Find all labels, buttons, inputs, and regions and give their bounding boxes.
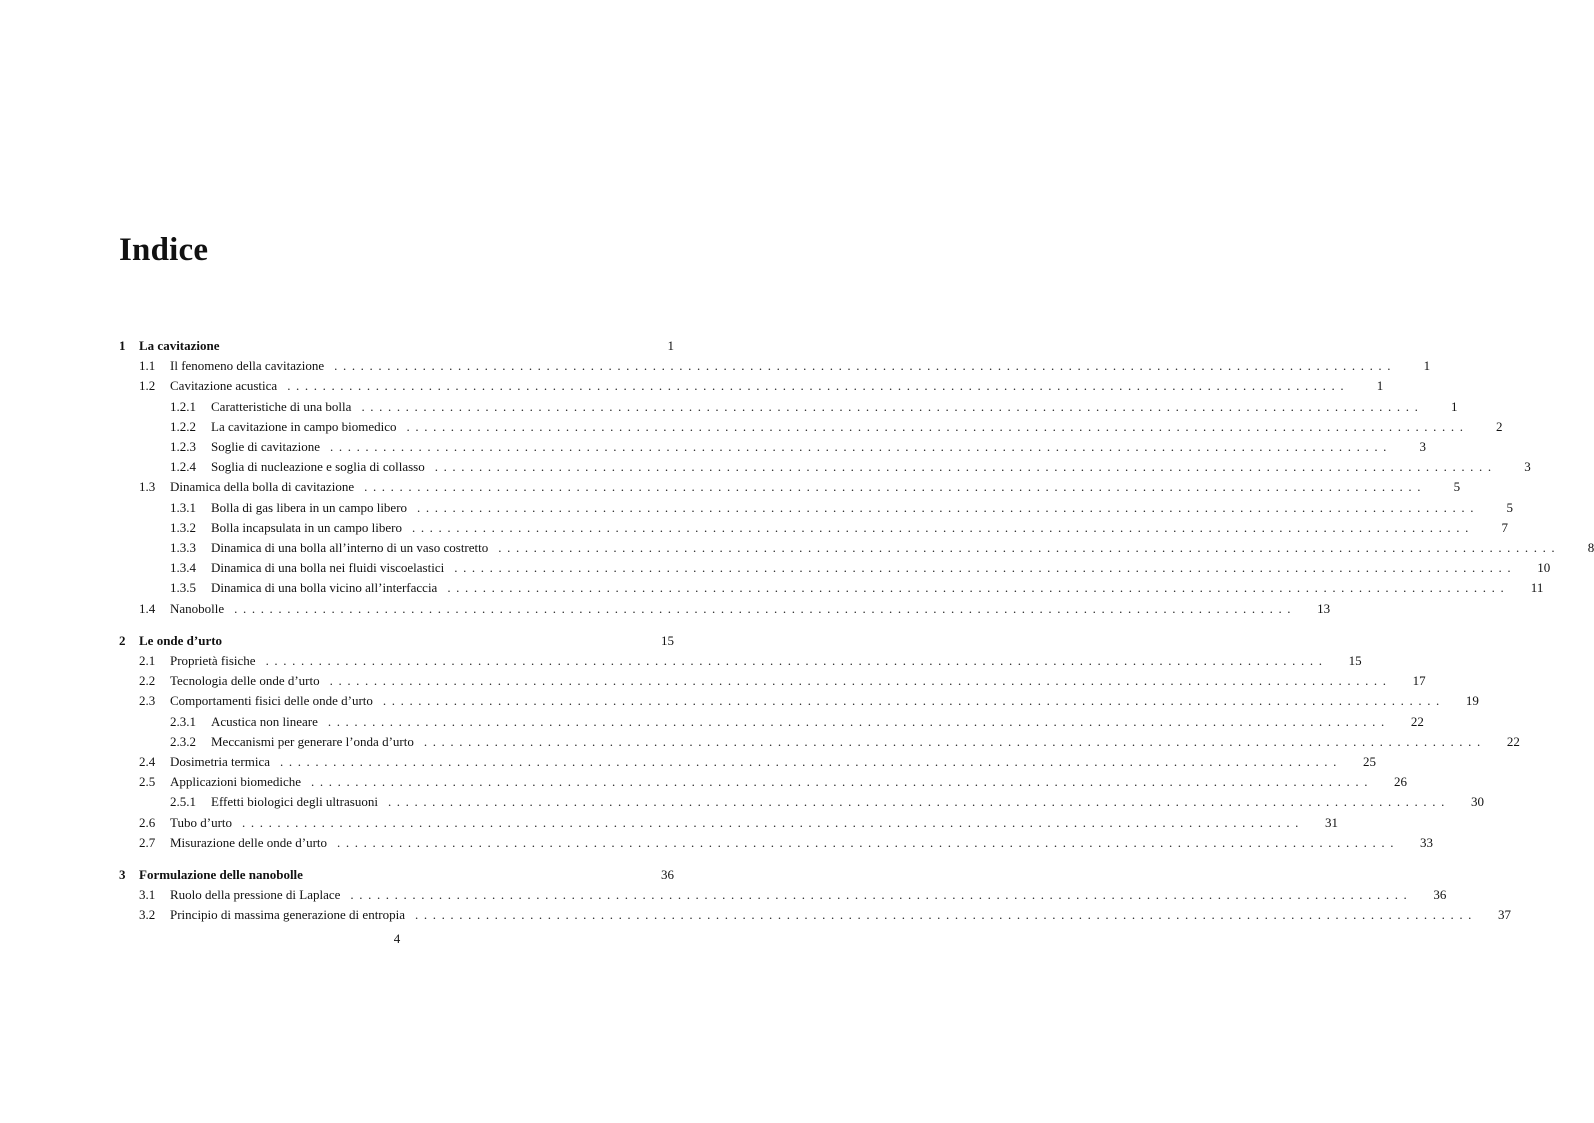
toc-section-3-2[interactable] bbox=[119, 906, 1512, 924]
toc-entry-page: 1 bbox=[1423, 358, 1431, 374]
page-number: 4 bbox=[393, 931, 401, 946]
toc-entry-number: 1.3.3 bbox=[170, 540, 196, 555]
toc-entry-number: 1.2.2 bbox=[170, 418, 196, 434]
toc-section-1-3[interactable] bbox=[119, 478, 1461, 496]
dot-leader: ........................................................................................................................ bbox=[242, 814, 1305, 830]
toc-entry-number: 2.1 bbox=[139, 653, 156, 668]
toc-entry-page: 31 bbox=[1325, 814, 1339, 830]
toc-entry-page: 1 bbox=[1376, 378, 1384, 394]
toc-chapter-2[interactable] bbox=[119, 632, 674, 650]
toc-entry-title: La cavitazione in campo biomedico bbox=[211, 418, 397, 434]
toc-entry-page: 5 bbox=[1453, 479, 1461, 495]
dot-leader: ........................................................................................................................ bbox=[434, 459, 1497, 475]
toc-entry-page: 17 bbox=[1412, 673, 1426, 689]
toc-entry-title: Tubo d’urto bbox=[170, 814, 233, 830]
toc-entry-page: 10 bbox=[1537, 560, 1551, 576]
toc-entry-number: 2 bbox=[119, 632, 126, 648]
dot-leader: ........................................................................................................................ bbox=[417, 499, 1480, 515]
toc-entry-title: Bolla incapsulata in un campo libero bbox=[211, 519, 402, 535]
toc-chapter-1[interactable] bbox=[119, 337, 674, 355]
toc-entry-page: 1 bbox=[667, 338, 674, 353]
toc-entry-page: 19 bbox=[1465, 693, 1479, 709]
toc-section-1-2[interactable] bbox=[119, 377, 1384, 395]
toc-section-3-1[interactable] bbox=[119, 886, 1447, 904]
toc-entry-title: Meccanismi per generare l’onda d’urto bbox=[211, 733, 414, 749]
dot-leader: ........................................................................................................................ bbox=[415, 907, 1478, 923]
toc-entry-page: 22 bbox=[1506, 733, 1520, 749]
toc-subsection-1-3-3[interactable] bbox=[119, 539, 1594, 557]
toc-entry-title: Caratteristiche di una bolla bbox=[211, 398, 352, 414]
toc-section-2-5[interactable] bbox=[119, 773, 1408, 791]
toc-entry-title: Dinamica di una bolla all’interno di un vaso costretto bbox=[211, 540, 489, 555]
toc-subsection-1-3-1[interactable] bbox=[119, 499, 1514, 517]
page-title: Indice bbox=[119, 232, 209, 268]
toc-entry-page: 11 bbox=[1530, 580, 1544, 596]
toc-entry-number: 2.3.1 bbox=[170, 713, 196, 729]
toc-entry-number: 1.3.4 bbox=[170, 560, 196, 576]
toc-entry-number: 2.5 bbox=[139, 774, 156, 790]
toc-entry-page: 22 bbox=[1410, 713, 1424, 729]
toc-entry-title: Comportamenti fisici delle onde d’urto bbox=[170, 693, 373, 709]
dot-leader: ........................................................................................................................ bbox=[387, 794, 1450, 810]
dot-leader: ........................................................................................................................ bbox=[327, 713, 1390, 729]
toc-entry-page: 1 bbox=[1450, 398, 1458, 414]
toc-entry-title: Dinamica di una bolla nei fluidi viscoelastici bbox=[211, 560, 445, 576]
toc-section-2-3[interactable] bbox=[119, 692, 1479, 710]
toc-entry-title: Principio di massima generazione di entropia bbox=[170, 907, 406, 923]
toc-entry-number: 1 bbox=[119, 338, 126, 353]
toc-entry-page: 36 bbox=[661, 867, 674, 882]
toc-chapter-3[interactable] bbox=[119, 866, 674, 884]
toc-entry-number: 1.2.4 bbox=[170, 459, 196, 475]
toc-entry-number: 1.2.3 bbox=[170, 439, 196, 454]
dot-leader: ........................................................................................................................ bbox=[234, 600, 1297, 616]
dot-leader: ........................................................................................................................ bbox=[265, 653, 1328, 668]
toc-entry-number: 3.1 bbox=[139, 887, 156, 903]
toc-entry-title: Acustica non lineare bbox=[211, 713, 318, 729]
toc-section-2-2[interactable] bbox=[119, 672, 1426, 690]
toc-entry-page: 5 bbox=[1506, 499, 1514, 515]
toc-entry-page: 3 bbox=[1419, 439, 1427, 454]
toc-subsection-2-3-2[interactable] bbox=[119, 733, 1520, 751]
toc-section-2-4[interactable] bbox=[119, 753, 1376, 771]
dot-leader: ........................................................................................................................ bbox=[498, 540, 1561, 555]
dot-leader: ........................................................................................................................ bbox=[454, 560, 1517, 576]
toc-entry-page: 33 bbox=[1420, 834, 1434, 850]
dot-leader: ........................................................................................................................ bbox=[337, 834, 1400, 850]
dot-leader: ........................................................................................................................ bbox=[350, 887, 1413, 903]
toc-entry-title: Dosimetria termica bbox=[170, 754, 270, 769]
toc-entry-page: 7 bbox=[1501, 519, 1508, 535]
toc-subsection-1-2-2[interactable] bbox=[119, 418, 1503, 436]
dot-leader: ........................................................................................................................ bbox=[382, 693, 1445, 709]
toc-entry-page: 8 bbox=[1587, 540, 1594, 555]
toc-entry-title: Soglie di cavitazione bbox=[211, 439, 321, 454]
toc-entry-title: Soglia di nucleazione e soglia di collasso bbox=[211, 459, 425, 475]
toc-section-1-4[interactable] bbox=[119, 600, 1331, 618]
toc-entry-title: Le onde d’urto bbox=[139, 632, 223, 648]
toc-entry-number: 2.4 bbox=[139, 754, 156, 769]
toc-subsection-1-3-2[interactable] bbox=[119, 519, 1508, 537]
toc-entry-title: Nanobolle bbox=[170, 600, 225, 616]
toc-subsection-1-2-4[interactable] bbox=[119, 458, 1531, 476]
toc-entry-number: 1.3 bbox=[139, 479, 156, 495]
toc-entry-page: 26 bbox=[1394, 774, 1408, 790]
toc-entry-number: 1.2 bbox=[139, 378, 156, 394]
dot-leader: ........................................................................................................................ bbox=[280, 754, 1342, 769]
toc-entry-page: 3 bbox=[1524, 459, 1531, 475]
toc-entry-number: 1.3.2 bbox=[170, 519, 196, 535]
toc-entry-number: 1.1 bbox=[139, 358, 156, 374]
toc-subsection-1-2-3[interactable] bbox=[119, 438, 1427, 456]
toc-entry-title: Ruolo della pressione di Laplace bbox=[170, 887, 341, 903]
dot-leader: ........................................................................................................................ bbox=[329, 673, 1392, 689]
toc-subsection-2-5-1[interactable] bbox=[119, 793, 1484, 811]
toc-entry-page: 2 bbox=[1496, 418, 1503, 434]
toc-entry-number: 2.3.2 bbox=[170, 733, 196, 749]
dot-leader: ........................................................................................................................ bbox=[361, 398, 1424, 414]
toc-entry-page: 15 bbox=[1348, 653, 1362, 668]
dot-leader: ........................................................................................................................ bbox=[406, 418, 1469, 434]
toc-entry-number: 2.3 bbox=[139, 693, 156, 709]
toc-entry-page: 25 bbox=[1363, 754, 1376, 769]
toc-entry-title: Bolla di gas libera in un campo libero bbox=[211, 499, 408, 515]
toc-entry-number: 2.7 bbox=[139, 834, 156, 850]
toc-entry-number: 2.6 bbox=[139, 814, 156, 830]
toc-entry-title: Cavitazione acustica bbox=[170, 378, 278, 394]
toc-entry-title: Dinamica della bolla di cavitazione bbox=[170, 479, 355, 495]
toc-entry-page: 37 bbox=[1498, 907, 1512, 923]
toc-entry-number: 1.2.1 bbox=[170, 398, 196, 414]
toc-entry-page: 36 bbox=[1433, 887, 1447, 903]
toc-entry-number: 1.3.1 bbox=[170, 499, 196, 515]
toc-entry-title: Il fenomeno della cavitazione bbox=[170, 358, 325, 374]
toc-section-2-1[interactable] bbox=[119, 652, 1362, 670]
toc-entry-number: 3.2 bbox=[139, 907, 156, 923]
dot-leader: ........................................................................................................................ bbox=[311, 774, 1374, 790]
toc-subsection-1-3-4[interactable] bbox=[119, 559, 1551, 577]
dot-leader: ........................................................................................................................ bbox=[423, 733, 1486, 749]
toc-entry-page: 30 bbox=[1470, 794, 1484, 810]
dot-leader: ........................................................................................................................ bbox=[411, 519, 1474, 535]
toc-subsection-1-3-5[interactable] bbox=[119, 579, 1544, 597]
toc-entry-title: Tecnologia delle onde d’urto bbox=[170, 673, 320, 689]
dot-leader: ........................................................................................................................ bbox=[334, 358, 1397, 374]
toc-entry-title: Applicazioni biomediche bbox=[170, 774, 302, 790]
toc-subsection-1-2-1[interactable] bbox=[119, 398, 1458, 416]
toc-entry-title: Proprietà fisiche bbox=[170, 653, 256, 668]
toc-entry-number: 1.3.5 bbox=[170, 580, 196, 596]
toc-subsection-2-3-1[interactable] bbox=[119, 713, 1424, 731]
toc-entry-page: 15 bbox=[661, 632, 674, 648]
toc-section-2-7[interactable] bbox=[119, 834, 1434, 852]
dot-leader: ........................................................................................................................ bbox=[287, 378, 1350, 394]
toc-entry-title: Dinamica di una bolla vicino all’interfaccia bbox=[211, 580, 438, 596]
toc-entry-title: Misurazione delle onde d’urto bbox=[170, 834, 328, 850]
toc-section-2-6[interactable] bbox=[119, 814, 1339, 832]
toc-entry-title: La cavitazione bbox=[139, 338, 220, 353]
toc-entry-title: Effetti biologici degli ultrasuoni bbox=[211, 794, 378, 810]
dot-leader: ........................................................................................................................ bbox=[364, 479, 1427, 495]
dot-leader: ........................................................................................................................ bbox=[447, 580, 1510, 596]
toc-entry-number: 3 bbox=[119, 867, 126, 882]
toc-entry-number: 2.2 bbox=[139, 673, 156, 689]
toc-entry-title: Formulazione delle nanobolle bbox=[139, 867, 303, 882]
toc-entry-number: 1.4 bbox=[139, 600, 156, 616]
toc-entry-page: 13 bbox=[1317, 600, 1331, 616]
dot-leader: ........................................................................................................................ bbox=[330, 439, 1393, 454]
toc-section-1-1[interactable] bbox=[119, 357, 1431, 375]
toc-entry-number: 2.5.1 bbox=[170, 794, 196, 810]
